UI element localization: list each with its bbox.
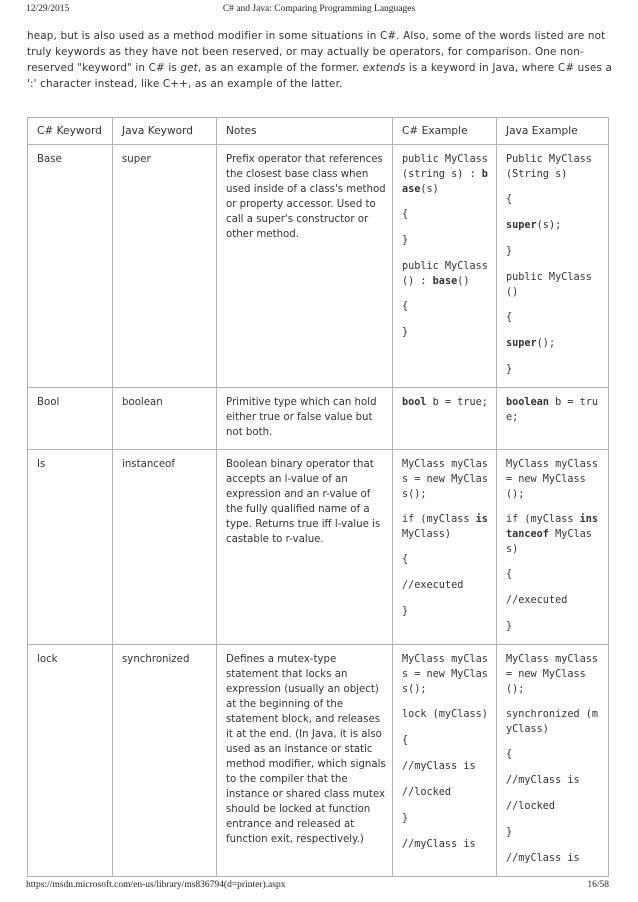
table-row [28,388,609,450]
code-text: { [506,749,513,760]
code-line [402,299,490,315]
code-line [402,207,490,223]
code-text: MyClass myClass = new MyClass(); [402,654,488,695]
code-line [402,512,495,542]
code-line [402,785,490,801]
cell-notes: Primitive type which can hold either true or false value but not both. [217,388,393,450]
code-line [506,773,602,789]
code-text: //myClass is [506,853,580,864]
print-date: 12/29/2015 [26,4,70,14]
code-text: { [402,554,409,565]
code-text: MyClass myClass = new MyClass(); [506,459,605,500]
code-text: } [402,813,409,824]
code-text: if (myClass [506,514,580,525]
code-text: public MyClass() [506,272,592,298]
cell-cs-keyword: lock [28,645,113,877]
code-line [506,652,605,697]
cell-java-keyword: boolean [113,388,217,450]
table-row [28,145,609,388]
code-text: lock (myClass) [402,709,488,720]
code-line-gap [506,208,602,218]
code-line-gap [402,197,490,207]
code-text: () [457,276,470,287]
col-header-java-keyword: Java Keyword [113,118,217,145]
cell-java-example [497,450,609,645]
table-header-row [28,118,609,145]
code-keyword: boolean [506,397,549,408]
code-line-gap [506,697,602,707]
code-line [506,152,602,182]
code-line [402,733,490,749]
cell-notes: Boolean binary operator that accepts an l-value of an expression and an r-value of the fully qualified name of a type. Returns true iff l-value is castable to r-value. [217,450,393,645]
code-line-gap [506,841,602,851]
code-line-gap [402,223,490,233]
code-line [506,310,602,326]
code-text: //myClass is [402,761,476,772]
cell-java-keyword: instanceof [113,450,217,645]
code-line-gap [506,583,602,593]
code-line [506,457,605,502]
code-line-gap [506,300,602,310]
code-line [506,825,602,841]
source-url: https://msdn.microsoft.com/en-us/library/ms836794(d=printer).aspx [26,880,286,890]
code-text: if (myClass [402,514,476,525]
code-keyword: base [402,169,488,195]
intro-text-1: heap, but is also used as a method modifier in some situations in C#. Also, some of the words listed are not truly keywords as they have not been reserved, or may actually be operators, for comparison. One non-reserved "keyword" in C# is [27,30,606,74]
code-line [402,552,490,568]
print-footer [0,880,638,894]
code-text: } [402,327,409,338]
code-line [402,578,490,594]
code-keyword: instanceof [506,514,599,540]
code-text: } [506,364,513,375]
col-header-cs-example: C# Example [393,118,497,145]
code-line-gap [402,289,490,299]
code-line [506,567,602,583]
code-line [506,218,602,234]
code-line [506,192,602,208]
code-text: (s) [420,184,439,195]
code-line [402,395,490,411]
code-line [402,759,490,775]
code-text: //locked [506,801,556,812]
code-text: } [506,621,513,632]
code-line [506,707,602,737]
code-line [506,244,602,260]
code-line-gap [402,801,490,811]
code-text: MyClass) [506,529,592,555]
code-line-gap [506,260,602,270]
code-text: { [402,209,409,220]
code-line-gap [402,315,490,325]
code-line [402,707,490,723]
cell-cs-example [393,450,497,645]
cell-cs-example [393,145,497,388]
code-text: public MyClass() : [402,261,488,287]
code-text: //myClass is [402,839,476,850]
intro-text-2: , as an example of the former. [197,62,363,74]
code-text: public MyClass(string s) : [402,154,488,180]
code-line [506,336,602,352]
cell-notes: Defines a mutex-type statement that locks an expression (usually an object) at the beginning of the statement block, and releases it at the end. (In Java, it is also used as an instance or static method modifier, which signals to the compiler that the instance or shared class mutex should be locked at function entrance and released at function exit, respectively.) [217,645,393,877]
code-text: } [402,235,409,246]
cell-java-example [497,145,609,388]
code-text: { [402,735,409,746]
code-text: (s); [536,220,562,231]
code-line-gap [402,775,490,785]
code-line [402,837,490,853]
code-line-gap [506,815,602,825]
code-text: { [506,312,513,323]
code-line [506,851,602,867]
code-line [506,747,602,763]
code-line-gap [506,502,602,512]
code-text: b = true; [506,397,599,423]
page-number: 16/58 [587,880,609,890]
code-text: { [506,569,513,580]
table-row [28,645,609,877]
cell-notes: Prefix operator that references the closest base class when used inside of a class's method or property accessor. Used to call a super's constructor or other method. [217,145,393,388]
col-header-cs-keyword: C# Keyword [28,118,113,145]
code-line-gap [506,609,602,619]
code-text: } [402,606,409,617]
code-line-gap [402,502,490,512]
code-line-gap [402,827,490,837]
document-title: C# and Java: Comparing Programming Languages [222,4,416,14]
code-line-gap [402,723,490,733]
code-line [402,233,490,249]
code-keyword: super [506,220,537,231]
code-text: MyClass myClass = new MyClass(); [506,654,605,695]
code-line [506,799,602,815]
code-text: } [506,827,513,838]
code-line [506,270,602,300]
cell-cs-keyword: Bool [28,388,113,450]
code-line [402,259,490,289]
code-line [402,811,490,827]
code-line [402,152,490,197]
code-line [506,512,602,557]
intro-emphasis-extends: extends [362,62,406,74]
code-line [402,325,490,341]
code-text: Public MyClass(String s) [506,154,592,180]
code-line-gap [402,542,490,552]
intro-emphasis-get: get [180,62,198,74]
code-text: { [506,194,513,205]
intro-paragraph [27,28,617,92]
cell-cs-keyword: Is [28,450,113,645]
code-keyword: bool [402,397,427,408]
code-line-gap [506,326,602,336]
cell-cs-example [393,645,497,877]
code-line-gap [402,594,490,604]
col-header-java-example: Java Example [497,118,609,145]
code-line [402,457,490,502]
code-text: //locked [402,787,452,798]
cell-java-keyword: synchronized [113,645,217,877]
code-line-gap [402,749,490,759]
code-line-gap [506,352,602,362]
col-header-notes: Notes [217,118,393,145]
code-keyword: is [475,514,488,525]
code-text: { [402,301,409,312]
table-row [28,450,609,645]
code-line-gap [402,568,490,578]
cell-cs-example [393,388,497,450]
cell-java-keyword: super [113,145,217,388]
code-text: //executed [402,580,464,591]
code-text: MyClass) [402,514,495,540]
code-text: //myClass is [506,775,580,786]
cell-java-example [497,645,609,877]
code-line-gap [506,182,602,192]
print-header [0,4,638,18]
code-line [506,619,602,635]
code-text: synchronized (myClass) [506,709,599,735]
cell-java-example [497,388,609,450]
code-line-gap [506,763,602,773]
code-keyword: super [506,338,537,349]
code-text: b = true; [426,397,488,408]
code-line-gap [506,737,602,747]
code-text: //executed [506,595,568,606]
code-line-gap [402,249,490,259]
code-line [506,362,602,378]
keyword-comparison-table [27,117,609,877]
code-line-gap [506,557,602,567]
code-line-gap [506,234,602,244]
code-text: (); [536,338,556,349]
code-line-gap [402,697,490,707]
code-line [402,652,490,697]
code-line-gap [506,789,602,799]
code-text: MyClass myClass = new MyClass(); [402,459,488,500]
code-keyword: base [432,276,458,287]
cell-cs-keyword: Base [28,145,113,388]
code-text: } [506,246,513,257]
code-line [506,593,602,609]
code-line [506,395,602,425]
code-line [402,604,490,620]
intro-text-3: is a keyword in Java, where C# uses a ':' character instead, like C++, as an example of the latter. [27,62,612,90]
